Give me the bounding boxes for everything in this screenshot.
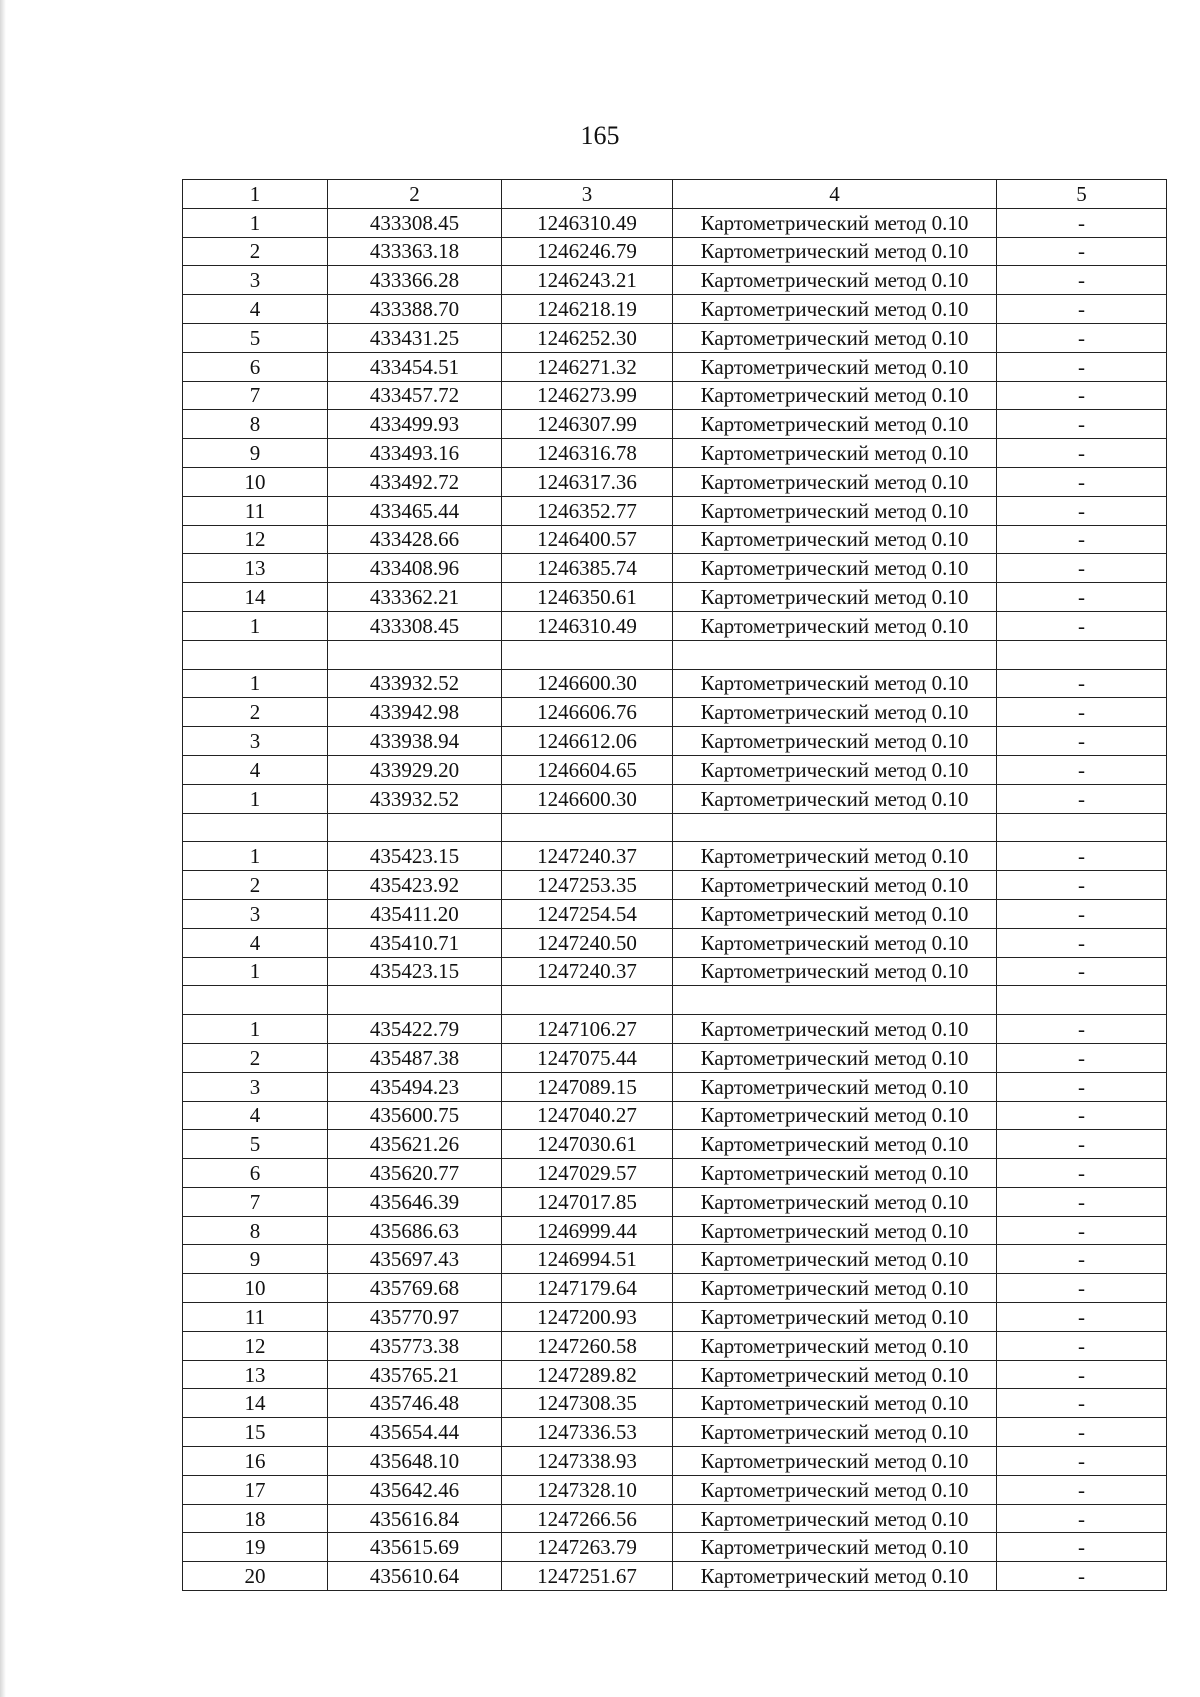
method-cell: Картометрический метод 0.10	[673, 1130, 997, 1159]
x-coordinate-cell: 433366.28	[328, 266, 502, 295]
y-coordinate-cell: 1246352.77	[502, 496, 673, 525]
method-cell: Картометрический метод 0.10	[673, 583, 997, 612]
y-coordinate-cell: 1246600.30	[502, 669, 673, 698]
note-cell: -	[997, 1562, 1167, 1591]
y-coordinate-cell: 1246385.74	[502, 554, 673, 583]
method-cell: Картометрический метод 0.10	[673, 1418, 997, 1447]
y-coordinate-cell: 1247263.79	[502, 1533, 673, 1562]
x-coordinate-cell: 433938.94	[328, 727, 502, 756]
point-number-cell: 6	[183, 1159, 328, 1188]
table-row	[183, 1216, 1167, 1245]
method-cell: Картометрический метод 0.10	[673, 669, 997, 698]
y-coordinate-cell: 1247266.56	[502, 1504, 673, 1533]
table-row	[183, 899, 1167, 928]
x-coordinate-cell: 435410.71	[328, 928, 502, 957]
x-coordinate-cell: 433932.52	[328, 669, 502, 698]
method-cell: Картометрический метод 0.10	[673, 871, 997, 900]
method-cell: Картометрический метод 0.10	[673, 1389, 997, 1418]
method-cell: Картометрический метод 0.10	[673, 467, 997, 496]
x-coordinate-cell: 435646.39	[328, 1187, 502, 1216]
table-row	[183, 381, 1167, 410]
method-cell: Картометрический метод 0.10	[673, 381, 997, 410]
method-cell: Картометрический метод 0.10	[673, 1504, 997, 1533]
method-cell: Картометрический метод 0.10	[673, 237, 997, 266]
header-col-1: 1	[183, 180, 328, 209]
y-coordinate-cell: 1246307.99	[502, 410, 673, 439]
point-number-cell: 4	[183, 295, 328, 324]
x-coordinate-cell: 435610.64	[328, 1562, 502, 1591]
point-number-cell: 18	[183, 1504, 328, 1533]
point-number-cell: 3	[183, 266, 328, 295]
table-row	[183, 583, 1167, 612]
note-cell: -	[997, 1504, 1167, 1533]
y-coordinate-cell: 1247336.53	[502, 1418, 673, 1447]
y-coordinate-cell: 1247030.61	[502, 1130, 673, 1159]
note-cell: -	[997, 1274, 1167, 1303]
y-coordinate-cell: 1246317.36	[502, 467, 673, 496]
method-cell: Картометрический метод 0.10	[673, 1015, 997, 1044]
point-number-cell: 8	[183, 410, 328, 439]
table-row	[183, 727, 1167, 756]
header-col-4: 4	[673, 180, 997, 209]
note-cell: -	[997, 669, 1167, 698]
point-number-cell: 5	[183, 1130, 328, 1159]
point-number-cell: 1	[183, 669, 328, 698]
x-coordinate-cell: 435615.69	[328, 1533, 502, 1562]
table-row	[183, 928, 1167, 957]
note-cell: -	[997, 784, 1167, 813]
coordinates-table	[182, 179, 1167, 1591]
method-cell: Картометрический метод 0.10	[673, 727, 997, 756]
table-row	[183, 1533, 1167, 1562]
x-coordinate-cell: 435616.84	[328, 1504, 502, 1533]
note-cell: -	[997, 496, 1167, 525]
y-coordinate-cell: 1246310.49	[502, 611, 673, 640]
method-cell: Картометрический метод 0.10	[673, 698, 997, 727]
y-coordinate-cell: 1247179.64	[502, 1274, 673, 1303]
x-coordinate-cell: 433388.70	[328, 295, 502, 324]
point-number-cell: 10	[183, 467, 328, 496]
point-number-cell: 3	[183, 899, 328, 928]
x-coordinate-cell: 435642.46	[328, 1475, 502, 1504]
y-coordinate-cell: 1247106.27	[502, 1015, 673, 1044]
table-row	[183, 1159, 1167, 1188]
note-cell	[997, 813, 1167, 842]
x-coordinate-cell	[328, 813, 502, 842]
note-cell: -	[997, 1447, 1167, 1476]
point-number-cell: 14	[183, 1389, 328, 1418]
y-coordinate-cell: 1247040.27	[502, 1101, 673, 1130]
point-number-cell: 4	[183, 755, 328, 784]
x-coordinate-cell: 435648.10	[328, 1447, 502, 1476]
note-cell	[997, 986, 1167, 1015]
note-cell: -	[997, 1043, 1167, 1072]
table-row	[183, 1245, 1167, 1274]
table-header-row	[183, 180, 1167, 209]
note-cell: -	[997, 1015, 1167, 1044]
note-cell: -	[997, 381, 1167, 410]
x-coordinate-cell: 435697.43	[328, 1245, 502, 1274]
point-number-cell: 14	[183, 583, 328, 612]
y-coordinate-cell: 1247260.58	[502, 1331, 673, 1360]
y-coordinate-cell: 1246273.99	[502, 381, 673, 410]
method-cell	[673, 986, 997, 1015]
note-cell: -	[997, 928, 1167, 957]
method-cell: Картометрический метод 0.10	[673, 1101, 997, 1130]
header-col-2: 2	[328, 180, 502, 209]
x-coordinate-cell: 435600.75	[328, 1101, 502, 1130]
page-number: 165	[580, 121, 620, 150]
scan-edge-artifact	[0, 0, 6, 1697]
point-number-cell: 4	[183, 928, 328, 957]
table-row	[183, 295, 1167, 324]
point-number-cell: 8	[183, 1216, 328, 1245]
point-number-cell: 7	[183, 1187, 328, 1216]
point-number-cell: 1	[183, 611, 328, 640]
method-cell: Картометрический метод 0.10	[673, 1533, 997, 1562]
note-cell: -	[997, 1101, 1167, 1130]
table-row	[183, 640, 1167, 669]
y-coordinate-cell: 1247075.44	[502, 1043, 673, 1072]
y-coordinate-cell: 1247328.10	[502, 1475, 673, 1504]
method-cell: Картометрический метод 0.10	[673, 1187, 997, 1216]
point-number-cell: 1	[183, 784, 328, 813]
table-row	[183, 1072, 1167, 1101]
y-coordinate-cell: 1247338.93	[502, 1447, 673, 1476]
note-cell: -	[997, 467, 1167, 496]
table-row	[183, 1101, 1167, 1130]
note-cell: -	[997, 1475, 1167, 1504]
note-cell: -	[997, 583, 1167, 612]
method-cell: Картометрический метод 0.10	[673, 1072, 997, 1101]
point-number-cell: 2	[183, 237, 328, 266]
method-cell: Картометрический метод 0.10	[673, 352, 997, 381]
x-coordinate-cell: 433408.96	[328, 554, 502, 583]
y-coordinate-cell: 1246350.61	[502, 583, 673, 612]
x-coordinate-cell: 435422.79	[328, 1015, 502, 1044]
note-cell: -	[997, 1159, 1167, 1188]
method-cell: Картометрический метод 0.10	[673, 1562, 997, 1591]
x-coordinate-cell: 435686.63	[328, 1216, 502, 1245]
note-cell: -	[997, 208, 1167, 237]
method-cell: Картометрический метод 0.10	[673, 1331, 997, 1360]
y-coordinate-cell	[502, 813, 673, 842]
method-cell: Картометрический метод 0.10	[673, 1447, 997, 1476]
note-cell: -	[997, 1533, 1167, 1562]
y-coordinate-cell: 1246606.76	[502, 698, 673, 727]
table-row	[183, 266, 1167, 295]
note-cell: -	[997, 295, 1167, 324]
table-row	[183, 467, 1167, 496]
note-cell: -	[997, 1187, 1167, 1216]
method-cell: Картометрический метод 0.10	[673, 410, 997, 439]
x-coordinate-cell: 433308.45	[328, 208, 502, 237]
table-row	[183, 1562, 1167, 1591]
point-number-cell: 1	[183, 957, 328, 986]
table-row	[183, 1130, 1167, 1159]
point-number-cell: 10	[183, 1274, 328, 1303]
note-cell: -	[997, 1331, 1167, 1360]
method-cell: Картометрический метод 0.10	[673, 899, 997, 928]
header-col-5: 5	[997, 180, 1167, 209]
y-coordinate-cell: 1246612.06	[502, 727, 673, 756]
table-row	[183, 237, 1167, 266]
table-row	[183, 1331, 1167, 1360]
table-row	[183, 986, 1167, 1015]
point-number-cell: 13	[183, 554, 328, 583]
method-cell: Картометрический метод 0.10	[673, 554, 997, 583]
note-cell: -	[997, 957, 1167, 986]
x-coordinate-cell: 435770.97	[328, 1303, 502, 1332]
point-number-cell: 5	[183, 323, 328, 352]
x-coordinate-cell: 435423.92	[328, 871, 502, 900]
x-coordinate-cell: 433499.93	[328, 410, 502, 439]
point-number-cell: 15	[183, 1418, 328, 1447]
point-number-cell: 1	[183, 1015, 328, 1044]
note-cell: -	[997, 698, 1167, 727]
y-coordinate-cell: 1246243.21	[502, 266, 673, 295]
x-coordinate-cell: 435487.38	[328, 1043, 502, 1072]
table-row	[183, 208, 1167, 237]
y-coordinate-cell	[502, 986, 673, 1015]
table-row	[183, 1389, 1167, 1418]
y-coordinate-cell: 1247251.67	[502, 1562, 673, 1591]
method-cell: Картометрический метод 0.10	[673, 1159, 997, 1188]
method-cell: Картометрический метод 0.10	[673, 611, 997, 640]
point-number-cell: 19	[183, 1533, 328, 1562]
table-row	[183, 1447, 1167, 1476]
y-coordinate-cell	[502, 640, 673, 669]
method-cell: Картометрический метод 0.10	[673, 295, 997, 324]
table-row	[183, 525, 1167, 554]
y-coordinate-cell: 1246999.44	[502, 1216, 673, 1245]
method-cell: Картометрический метод 0.10	[673, 496, 997, 525]
note-cell: -	[997, 755, 1167, 784]
note-cell: -	[997, 1303, 1167, 1332]
table-row	[183, 323, 1167, 352]
x-coordinate-cell	[328, 986, 502, 1015]
method-cell: Картометрический метод 0.10	[673, 323, 997, 352]
table-row	[183, 496, 1167, 525]
x-coordinate-cell: 433465.44	[328, 496, 502, 525]
x-coordinate-cell: 433942.98	[328, 698, 502, 727]
header-col-3: 3	[502, 180, 673, 209]
table-row	[183, 1187, 1167, 1216]
note-cell: -	[997, 525, 1167, 554]
point-number-cell: 7	[183, 381, 328, 410]
y-coordinate-cell: 1246218.19	[502, 295, 673, 324]
y-coordinate-cell: 1246316.78	[502, 439, 673, 468]
x-coordinate-cell: 435654.44	[328, 1418, 502, 1447]
point-number-cell: 6	[183, 352, 328, 381]
point-number-cell: 13	[183, 1360, 328, 1389]
note-cell: -	[997, 871, 1167, 900]
table-row	[183, 439, 1167, 468]
point-number-cell: 1	[183, 208, 328, 237]
method-cell	[673, 640, 997, 669]
note-cell: -	[997, 1130, 1167, 1159]
x-coordinate-cell: 433493.16	[328, 439, 502, 468]
table-row	[183, 842, 1167, 871]
note-cell: -	[997, 237, 1167, 266]
y-coordinate-cell: 1246310.49	[502, 208, 673, 237]
y-coordinate-cell: 1247240.50	[502, 928, 673, 957]
x-coordinate-cell: 435621.26	[328, 1130, 502, 1159]
note-cell: -	[997, 554, 1167, 583]
method-cell: Картометрический метод 0.10	[673, 842, 997, 871]
y-coordinate-cell: 1247240.37	[502, 842, 673, 871]
note-cell	[997, 640, 1167, 669]
table-row	[183, 1015, 1167, 1044]
point-number-cell: 3	[183, 727, 328, 756]
method-cell: Картометрический метод 0.10	[673, 439, 997, 468]
note-cell: -	[997, 1389, 1167, 1418]
point-number-cell: 16	[183, 1447, 328, 1476]
y-coordinate-cell: 1246600.30	[502, 784, 673, 813]
x-coordinate-cell: 433929.20	[328, 755, 502, 784]
table-row	[183, 957, 1167, 986]
method-cell: Картометрический метод 0.10	[673, 1043, 997, 1072]
note-cell: -	[997, 1216, 1167, 1245]
point-number-cell: 11	[183, 496, 328, 525]
table-row	[183, 1504, 1167, 1533]
x-coordinate-cell	[328, 640, 502, 669]
y-coordinate-cell: 1246400.57	[502, 525, 673, 554]
x-coordinate-cell: 435423.15	[328, 842, 502, 871]
method-cell: Картометрический метод 0.10	[673, 755, 997, 784]
x-coordinate-cell: 433492.72	[328, 467, 502, 496]
x-coordinate-cell: 433431.25	[328, 323, 502, 352]
table-row	[183, 871, 1167, 900]
point-number-cell: 2	[183, 871, 328, 900]
point-number-cell: 4	[183, 1101, 328, 1130]
note-cell: -	[997, 727, 1167, 756]
y-coordinate-cell: 1247308.35	[502, 1389, 673, 1418]
x-coordinate-cell: 435765.21	[328, 1360, 502, 1389]
note-cell: -	[997, 410, 1167, 439]
method-cell	[673, 813, 997, 842]
table-row	[183, 1360, 1167, 1389]
method-cell: Картометрический метод 0.10	[673, 1216, 997, 1245]
point-number-cell: 17	[183, 1475, 328, 1504]
table-row	[183, 352, 1167, 381]
table-row	[183, 755, 1167, 784]
table-row	[183, 1043, 1167, 1072]
note-cell: -	[997, 439, 1167, 468]
table-row	[183, 698, 1167, 727]
x-coordinate-cell: 435773.38	[328, 1331, 502, 1360]
y-coordinate-cell: 1246252.30	[502, 323, 673, 352]
table-row	[183, 1303, 1167, 1332]
point-number-cell: 20	[183, 1562, 328, 1591]
y-coordinate-cell: 1247253.35	[502, 871, 673, 900]
method-cell: Картометрический метод 0.10	[673, 1303, 997, 1332]
x-coordinate-cell: 435746.48	[328, 1389, 502, 1418]
y-coordinate-cell: 1247200.93	[502, 1303, 673, 1332]
note-cell: -	[997, 1418, 1167, 1447]
x-coordinate-cell: 435411.20	[328, 899, 502, 928]
y-coordinate-cell: 1247289.82	[502, 1360, 673, 1389]
x-coordinate-cell: 435769.68	[328, 1274, 502, 1303]
y-coordinate-cell: 1246604.65	[502, 755, 673, 784]
note-cell: -	[997, 352, 1167, 381]
x-coordinate-cell: 433454.51	[328, 352, 502, 381]
point-number-cell	[183, 640, 328, 669]
method-cell: Картометрический метод 0.10	[673, 957, 997, 986]
point-number-cell: 2	[183, 1043, 328, 1072]
point-number-cell: 1	[183, 842, 328, 871]
point-number-cell	[183, 813, 328, 842]
x-coordinate-cell: 433457.72	[328, 381, 502, 410]
method-cell: Картометрический метод 0.10	[673, 208, 997, 237]
table-row	[183, 813, 1167, 842]
note-cell: -	[997, 323, 1167, 352]
x-coordinate-cell: 433363.18	[328, 237, 502, 266]
method-cell: Картометрический метод 0.10	[673, 928, 997, 957]
x-coordinate-cell: 433308.45	[328, 611, 502, 640]
method-cell: Картометрический метод 0.10	[673, 266, 997, 295]
point-number-cell: 9	[183, 439, 328, 468]
method-cell: Картометрический метод 0.10	[673, 1274, 997, 1303]
table-body	[183, 208, 1167, 1590]
method-cell: Картометрический метод 0.10	[673, 525, 997, 554]
y-coordinate-cell: 1246994.51	[502, 1245, 673, 1274]
y-coordinate-cell: 1247089.15	[502, 1072, 673, 1101]
table-row	[183, 784, 1167, 813]
note-cell: -	[997, 842, 1167, 871]
table-row	[183, 554, 1167, 583]
x-coordinate-cell: 435494.23	[328, 1072, 502, 1101]
table-row	[183, 1418, 1167, 1447]
point-number-cell	[183, 986, 328, 1015]
table-row	[183, 1475, 1167, 1504]
note-cell: -	[997, 1245, 1167, 1274]
table-row	[183, 669, 1167, 698]
note-cell: -	[997, 1360, 1167, 1389]
x-coordinate-cell: 435620.77	[328, 1159, 502, 1188]
method-cell: Картометрический метод 0.10	[673, 1475, 997, 1504]
y-coordinate-cell: 1246246.79	[502, 237, 673, 266]
x-coordinate-cell: 433362.21	[328, 583, 502, 612]
point-number-cell: 9	[183, 1245, 328, 1274]
y-coordinate-cell: 1247029.57	[502, 1159, 673, 1188]
point-number-cell: 12	[183, 1331, 328, 1360]
y-coordinate-cell: 1246271.32	[502, 352, 673, 381]
point-number-cell: 12	[183, 525, 328, 554]
y-coordinate-cell: 1247254.54	[502, 899, 673, 928]
y-coordinate-cell: 1247017.85	[502, 1187, 673, 1216]
point-number-cell: 3	[183, 1072, 328, 1101]
method-cell: Картометрический метод 0.10	[673, 1360, 997, 1389]
point-number-cell: 11	[183, 1303, 328, 1332]
method-cell: Картометрический метод 0.10	[673, 1245, 997, 1274]
x-coordinate-cell: 433932.52	[328, 784, 502, 813]
table-row	[183, 611, 1167, 640]
table-row	[183, 410, 1167, 439]
method-cell: Картометрический метод 0.10	[673, 784, 997, 813]
note-cell: -	[997, 611, 1167, 640]
x-coordinate-cell: 433428.66	[328, 525, 502, 554]
note-cell: -	[997, 1072, 1167, 1101]
note-cell: -	[997, 266, 1167, 295]
y-coordinate-cell: 1247240.37	[502, 957, 673, 986]
note-cell: -	[997, 899, 1167, 928]
point-number-cell: 2	[183, 698, 328, 727]
x-coordinate-cell: 435423.15	[328, 957, 502, 986]
table-row	[183, 1274, 1167, 1303]
